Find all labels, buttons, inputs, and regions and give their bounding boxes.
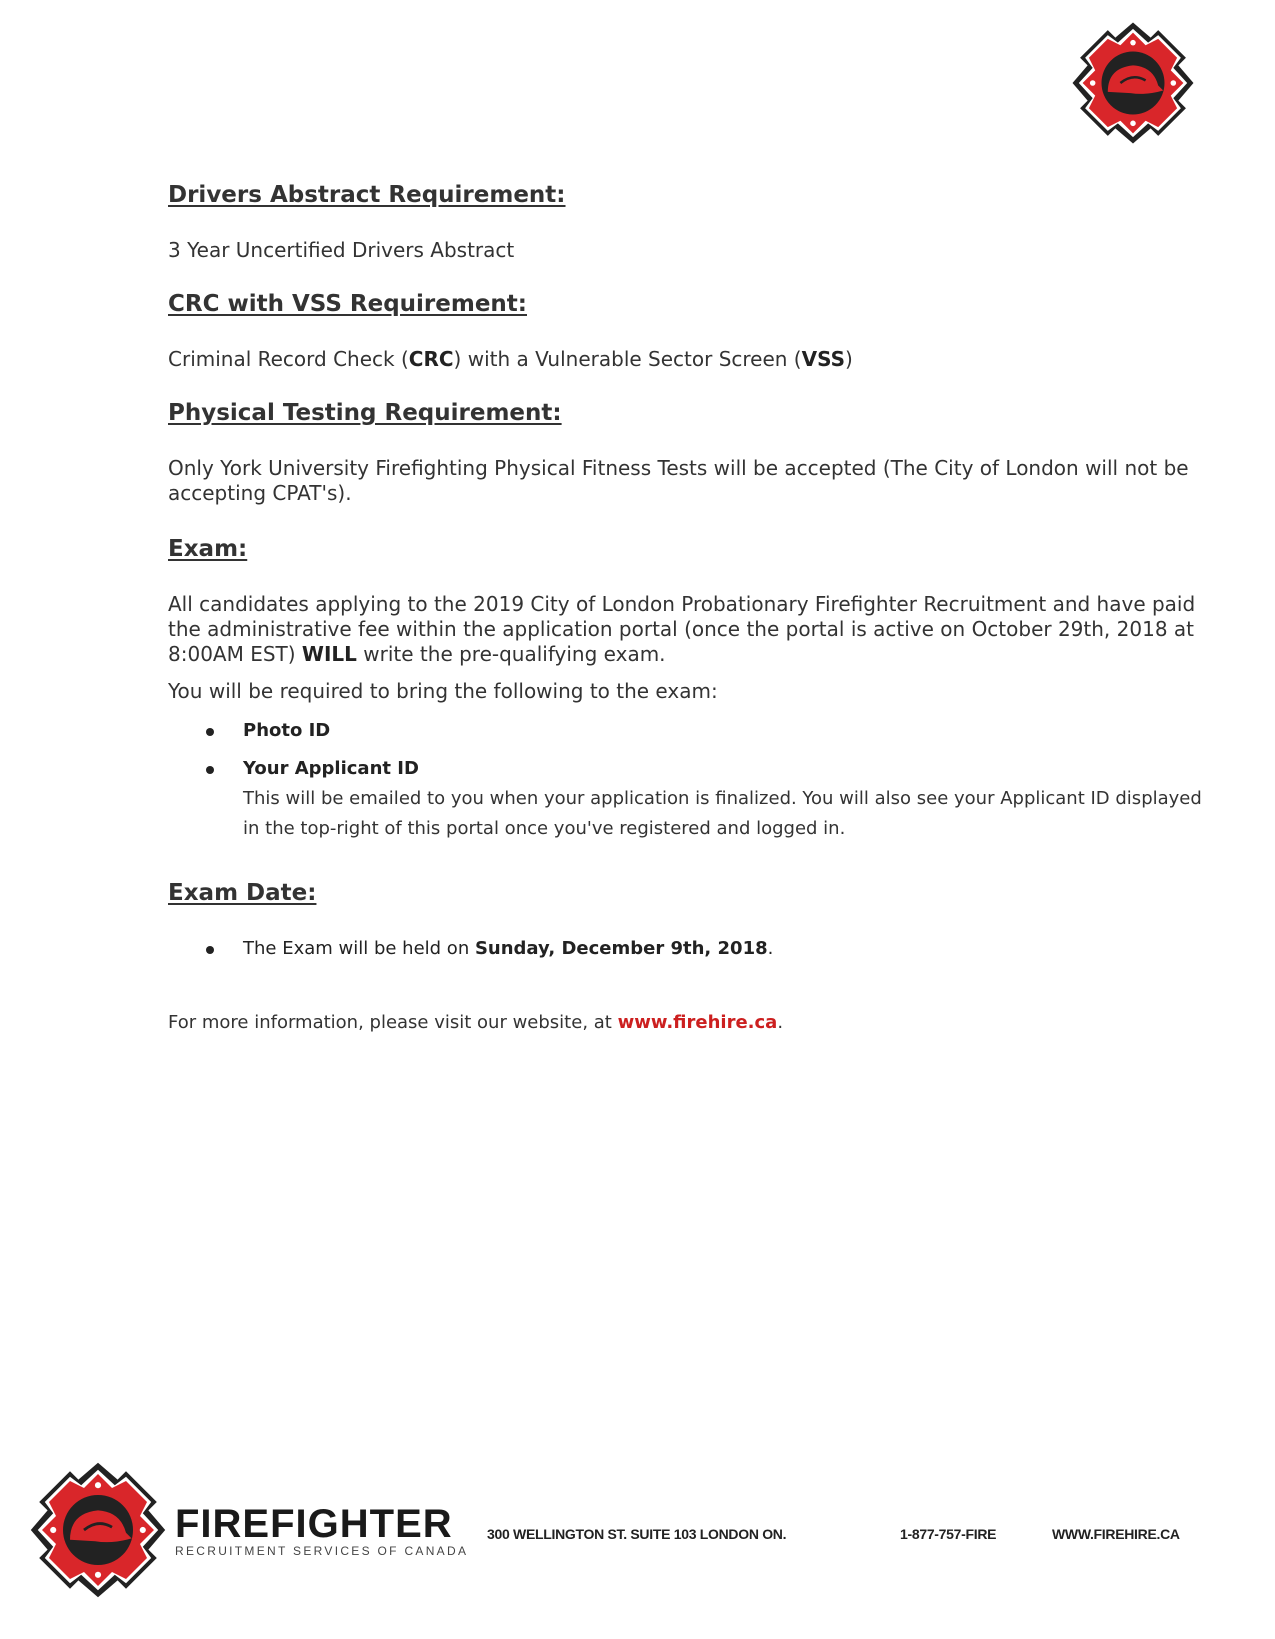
footer-phone: 1-877-757-FIRE xyxy=(900,1526,997,1542)
vss-bold: VSS xyxy=(801,347,846,371)
drivers-abstract-heading: Drivers Abstract Requirement: xyxy=(168,182,566,208)
exam-text-part: write the pre-qualifying exam. xyxy=(356,642,666,666)
drivers-abstract-text: 3 Year Uncertified Drivers Abstract xyxy=(168,238,515,262)
exam-will-bold: WILL xyxy=(301,642,357,666)
crc-text-part: ) xyxy=(845,347,853,371)
bullet-icon xyxy=(206,766,214,774)
brand-subtitle: RECRUITMENT SERVICES OF CANADA xyxy=(175,1544,469,1558)
crc-bold: CRC xyxy=(408,347,454,371)
bullet-icon xyxy=(206,946,214,954)
exam-date-bold: Sunday, December 9th, 2018 xyxy=(474,938,768,959)
applicant-id-label: Your Applicant ID xyxy=(243,758,419,779)
footer-website: WWW.FIREHIRE.CA xyxy=(1052,1526,1180,1542)
exam-text xyxy=(168,592,1208,667)
exam-date-text-end: . xyxy=(767,938,774,959)
applicant-id-description: This will be emailed to you when your application is finalized. You will also see your Applicant ID displayed in the top-right of this portal once you've registered and logged in. xyxy=(243,788,1202,839)
exam-bring-text: You will be required to bring the following to the exam: xyxy=(168,679,718,703)
website-link[interactable]: www.firehire.ca xyxy=(617,1012,778,1033)
crc-text-part: ) with a Vulnerable Sector Screen ( xyxy=(453,347,802,371)
list-item xyxy=(168,716,1208,746)
crc-text-part: Criminal Record Check ( xyxy=(168,347,409,371)
firefighter-badge-logo xyxy=(28,1460,168,1600)
footer xyxy=(0,1460,1275,1610)
crc-vss-text xyxy=(168,347,1208,372)
brand-name: FIREFIGHTER xyxy=(175,1502,453,1546)
list-item xyxy=(168,934,1208,964)
exam-date-list xyxy=(168,934,1208,964)
exam-date-heading: Exam Date: xyxy=(168,880,317,906)
firefighter-badge-logo xyxy=(1070,20,1196,146)
list-item xyxy=(168,754,1208,844)
physical-testing-text: Only York University Firefighting Physical Fitness Tests will be accepted (The City of London will not be accepting CPAT's). xyxy=(168,456,1189,505)
crc-vss-heading: CRC with VSS Requirement: xyxy=(168,291,527,317)
footer-address: 300 WELLINGTON ST. SUITE 103 LONDON ON. xyxy=(487,1526,787,1542)
photo-id-label: Photo ID xyxy=(243,720,331,741)
exam-heading: Exam: xyxy=(168,536,248,562)
bullet-icon xyxy=(206,728,214,736)
exam-text-part: All candidates applying to the 2019 City of London Probationary Firefighter Recruitment and have paid the administrative fee within the application portal (once the portal is active on October 29th, 2018 at 8:00AM EST) xyxy=(168,592,1196,666)
brand-wordmark xyxy=(175,1504,468,1558)
more-info-text xyxy=(168,1010,1208,1035)
main-content xyxy=(168,182,1208,1035)
more-info-label: For more information, please visit our website, at xyxy=(168,1012,618,1033)
exam-date-text: The Exam will be held on xyxy=(243,938,475,959)
physical-testing-heading: Physical Testing Requirement: xyxy=(168,400,562,426)
exam-items-list xyxy=(168,716,1208,844)
more-info-end: . xyxy=(777,1012,784,1033)
